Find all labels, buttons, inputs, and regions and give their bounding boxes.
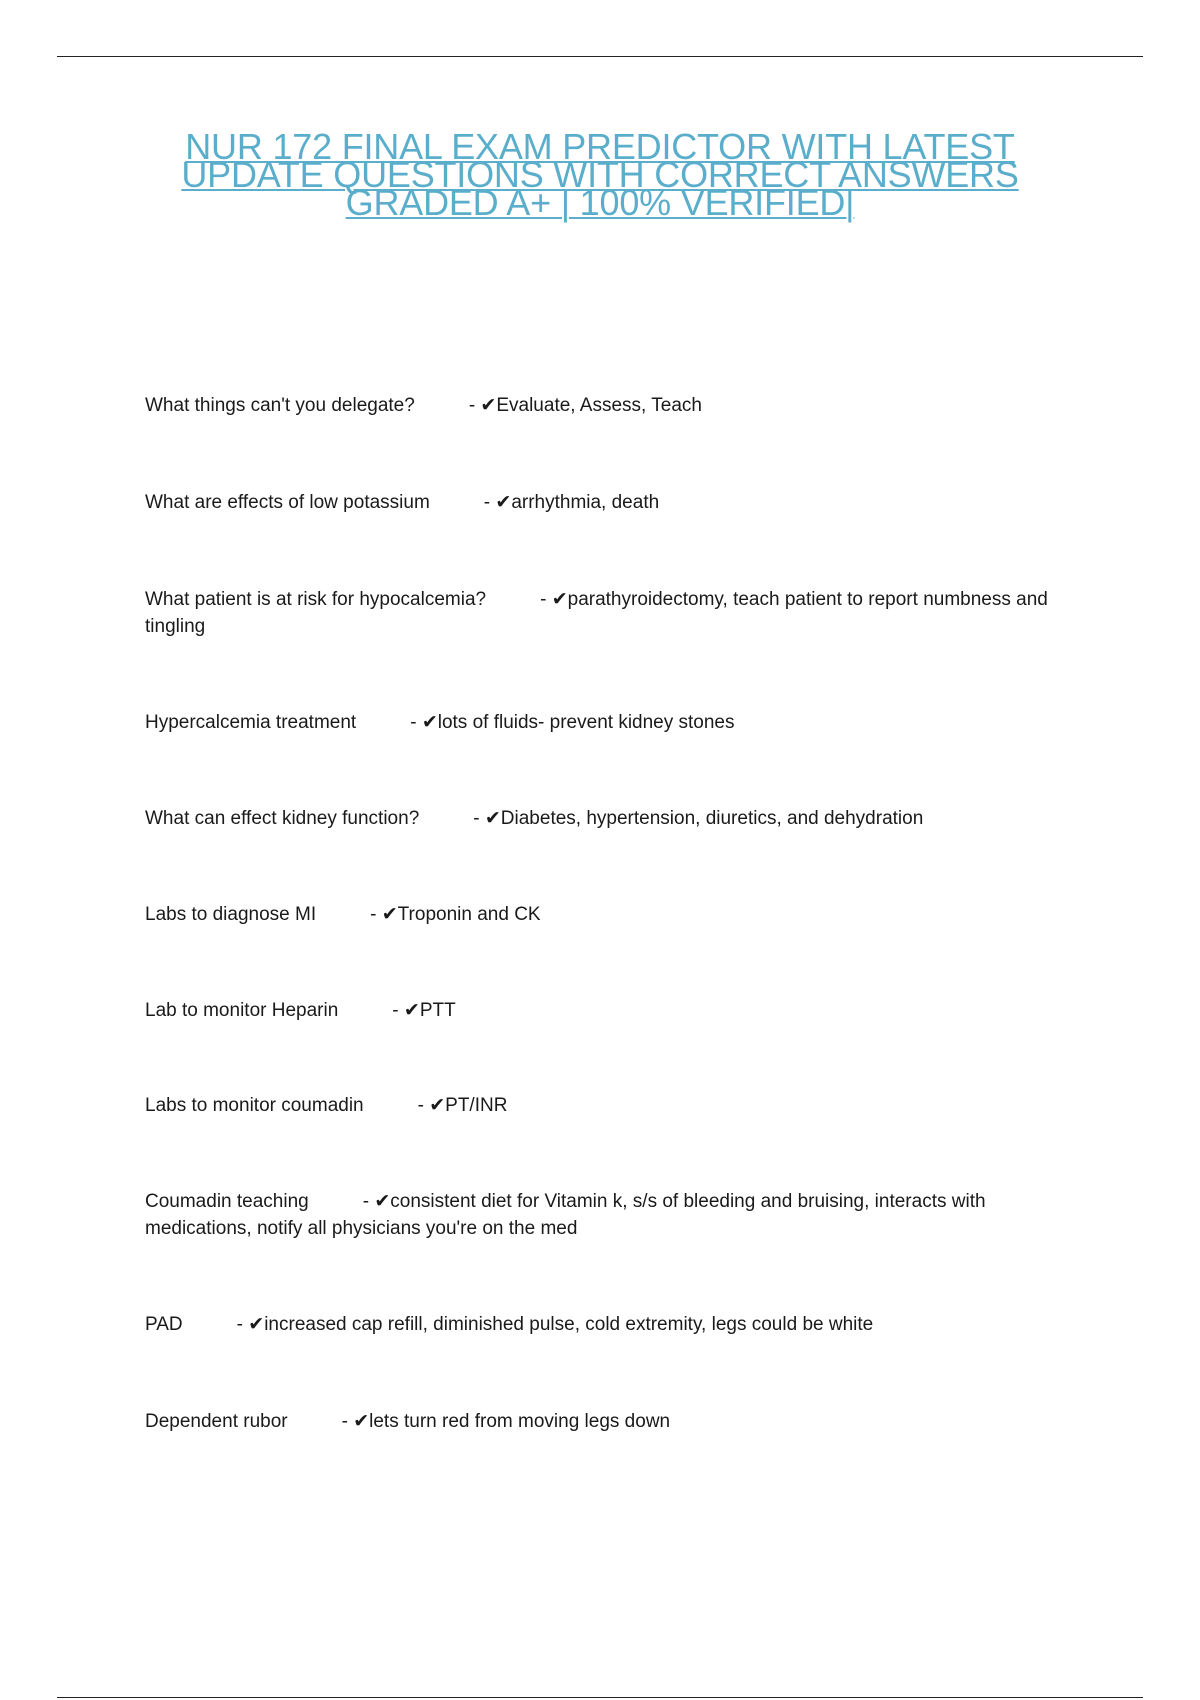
question-text: PAD xyxy=(145,1314,183,1335)
check-icon: ✔ xyxy=(248,1314,265,1335)
answer-text: lets turn red from moving legs down xyxy=(369,1411,671,1432)
answer-text: PTT xyxy=(419,1000,456,1021)
answer-text: Diabetes, hypertension, diuretics, and dehydration xyxy=(500,808,924,829)
answer-text: parathyroidectomy, teach patient to report numbness and tingling xyxy=(145,589,1048,637)
top-rule xyxy=(57,56,1143,57)
check-icon: ✔ xyxy=(353,1411,370,1432)
check-icon: ✔ xyxy=(374,1191,391,1212)
qa-item xyxy=(145,1408,670,1435)
question-text: What things can't you delegate? xyxy=(145,395,415,416)
separator: - xyxy=(417,1095,430,1116)
check-icon: ✔ xyxy=(421,712,438,733)
question-text: Labs to diagnose MI xyxy=(145,904,317,925)
bottom-rule xyxy=(57,1697,1143,1698)
separator: - xyxy=(410,712,422,733)
check-icon: ✔ xyxy=(551,589,568,610)
question-text: Lab to monitor Heparin xyxy=(145,1000,339,1021)
separator: - xyxy=(236,1314,249,1335)
separator: - xyxy=(473,808,485,829)
separator: - xyxy=(540,589,552,610)
check-icon: ✔ xyxy=(495,492,512,513)
answer-text: PT/INR xyxy=(445,1095,508,1116)
check-icon: ✔ xyxy=(403,1000,420,1021)
question-text: What can effect kidney function? xyxy=(145,808,420,829)
qa-item xyxy=(145,392,702,419)
check-icon: ✔ xyxy=(480,395,497,416)
qa-item xyxy=(145,1092,507,1119)
answer-text: arrhythmia, death xyxy=(511,492,660,513)
qa-item xyxy=(145,1311,873,1338)
separator: - xyxy=(468,395,481,416)
separator: - xyxy=(392,1000,404,1021)
answer-text: lots of fluids- prevent kidney stones xyxy=(437,712,735,733)
qa-item xyxy=(145,489,659,516)
answer-text: increased cap refill, diminished pulse, cold extremity, legs could be white xyxy=(264,1314,874,1335)
question-text: What are effects of low potassium xyxy=(145,492,430,513)
qa-item xyxy=(145,901,541,928)
check-icon: ✔ xyxy=(484,808,501,829)
question-text: Labs to monitor coumadin xyxy=(145,1095,364,1116)
qa-item xyxy=(145,586,1085,640)
check-icon: ✔ xyxy=(381,904,398,925)
question-text: Dependent rubor xyxy=(145,1411,288,1432)
separator: - xyxy=(341,1411,354,1432)
separator: - xyxy=(362,1191,375,1212)
answer-text: Evaluate, Assess, Teach xyxy=(496,395,702,416)
document-title: NUR 172 FINAL EXAM PREDICTOR WITH LATEST UPDATE QUESTIONS WITH CORRECT ANSWERS GRADED A+ | 100% VERIFIED| xyxy=(181,126,1019,223)
question-text: What patient is at risk for hypocalcemia? xyxy=(145,589,487,610)
question-text: Hypercalcemia treatment xyxy=(145,712,357,733)
qa-item xyxy=(145,709,735,736)
qa-item xyxy=(145,805,923,832)
answer-text: consistent diet for Vitamin k, s/s of bleeding and bruising, interacts with medications, notify all physicians you're on the med xyxy=(145,1191,986,1239)
separator: - xyxy=(483,492,496,513)
answer-text: Troponin and CK xyxy=(397,904,541,925)
qa-item xyxy=(145,997,456,1024)
check-icon: ✔ xyxy=(429,1095,446,1116)
qa-item xyxy=(145,1188,1085,1242)
separator: - xyxy=(370,904,382,925)
question-text: Coumadin teaching xyxy=(145,1191,309,1212)
